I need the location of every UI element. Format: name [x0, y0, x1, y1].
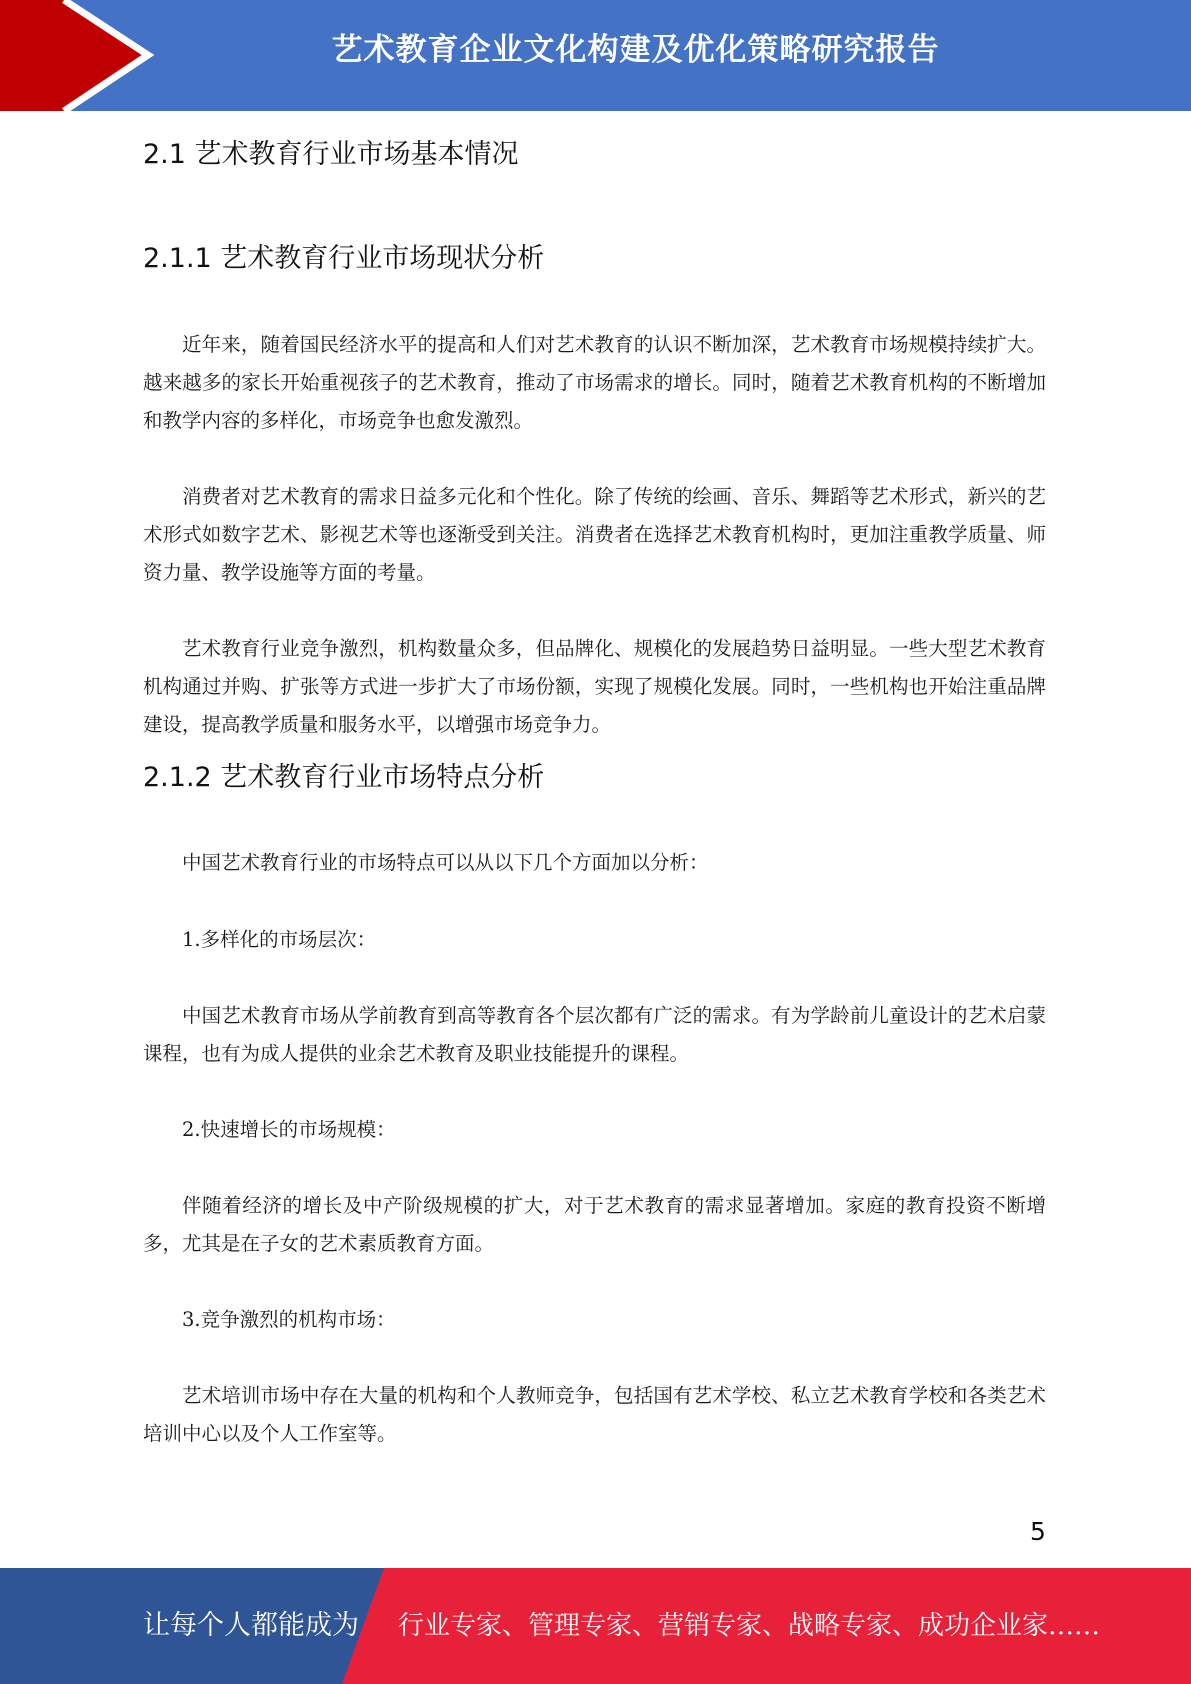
footer-slogan-right: 行业专家、管理专家、营销专家、战略专家、成功企业家…… [398, 1611, 1101, 1641]
header-title: 艺术教育企业文化构建及优化策略研究报告 [331, 32, 940, 68]
page-number: 5 [1030, 1517, 1046, 1546]
list-item-heading: 2.快速增长的市场规模： [182, 1118, 396, 1141]
paragraph: 伴随着经济的增长及中产阶级规模的扩大，对于艺术教育的需求显著增加。家庭的教育投资不断增多，尤其是在子女的艺术素质教育方面。 [143, 1194, 1046, 1255]
section-heading-2-1-2: 2.1.2 艺术教育行业市场特点分析 [143, 762, 545, 793]
paragraph: 中国艺术教育市场从学前教育到高等教育各个层次都有广泛的需求。有为学龄前儿童设计的艺术启蒙课程，也有为成人提供的业余艺术教育及职业技能提升的课程。 [143, 1004, 1046, 1065]
paragraph: 近年来，随着国民经济水平的提高和人们对艺术教育的认识不断加深，艺术教育市场规模持续扩大。越来越多的家长开始重视孩子的艺术教育，推动了市场需求的增长。同时，随着艺术教育机构的不断增加和教学内容的多样化，市场竞争也愈发激烈。 [143, 333, 1046, 432]
header-red-arrow [0, 0, 148, 111]
footer-slogan-left: 让每个人都能成为 [143, 1610, 359, 1641]
paragraph: 消费者对艺术教育的需求日益多元化和个性化。除了传统的绘画、音乐、舞蹈等艺术形式，新兴的艺术形式如数字艺术、影视艺术等也逐渐受到关注。消费者在选择艺术教育机构时，更加注重教学质量、师资力量、教学设施等方面的考量。 [143, 485, 1046, 584]
paragraph: 中国艺术教育行业的市场特点可以从以下几个方面加以分析： [182, 851, 709, 874]
list-item-heading: 3.竞争激烈的机构市场： [182, 1308, 396, 1331]
page-header [0, 0, 1191, 111]
paragraph: 艺术教育行业竞争激烈，机构数量众多，但品牌化、规模化的发展趋势日益明显。一些大型艺术教育机构通过并购、扩张等方式进一步扩大了市场份额，实现了规模化发展。同时，一些机构也开始注重品牌建设，提高教学质量和服务水平，以增强市场竞争力。 [143, 637, 1046, 736]
section-heading-2-1-1: 2.1.1 艺术教育行业市场现状分析 [143, 243, 545, 274]
paragraph: 艺术培训市场中存在大量的机构和个人教师竞争，包括国有艺术学校、私立艺术教育学校和各类艺术培训中心以及个人工作室等。 [143, 1384, 1046, 1445]
list-item-heading: 1.多样化的市场层次： [182, 928, 377, 951]
page-footer [0, 1568, 1191, 1684]
section-heading-2-1: 2.1 艺术教育行业市场基本情况 [143, 139, 519, 170]
